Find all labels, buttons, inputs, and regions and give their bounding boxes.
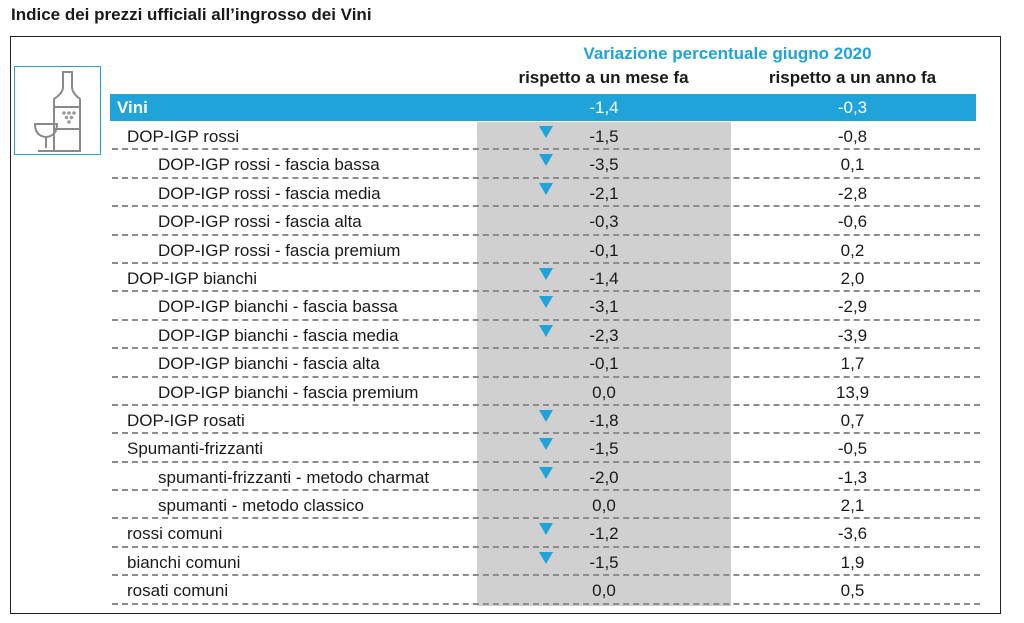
table-row: [0, 349, 1024, 377]
row-year-value: -0,6: [837, 212, 868, 232]
table-row: [0, 548, 1024, 576]
row-month-value: -1,8: [589, 410, 619, 430]
row-year-value: -3,9: [837, 325, 868, 345]
row-label: DOP-IGP rosati: [127, 410, 245, 430]
table-row: [0, 491, 1024, 519]
row-year-value: -0,8: [837, 127, 868, 146]
row-label: bianchi comuni: [127, 552, 241, 572]
row-label: DOP-IGP bianchi - fascia media: [158, 325, 399, 345]
row-label: spumanti-frizzanti - metodo charmat: [158, 467, 430, 487]
row-year-value: 1,9: [840, 552, 865, 572]
table-row: [0, 519, 1024, 547]
row-label: DOP-IGP rossi - fascia bassa: [158, 155, 380, 175]
table-row: [0, 434, 1024, 462]
row-month-value: -2,3: [589, 325, 619, 345]
table-row: [0, 264, 1024, 292]
row-year-value: -2,8: [837, 183, 868, 203]
table-row: [0, 406, 1024, 434]
row-month-value: -1,4: [589, 268, 619, 288]
table-row: [0, 463, 1024, 491]
row-label: DOP-IGP bianchi - fascia premium: [158, 382, 419, 402]
row-month-value: 0,0: [592, 382, 616, 402]
row-month-value: -1,2: [589, 524, 619, 544]
row-label: DOP-IGP bianchi - fascia alta: [158, 354, 380, 374]
row-month-value: -3,5: [589, 155, 619, 175]
table-row: [0, 576, 1024, 604]
row-month-value: -1,5: [589, 439, 619, 459]
table-body: [0, 122, 1024, 605]
document-title: Indice dei prezzi ufficiali all’ingrosso dei Vini: [11, 5, 372, 24]
row-year-value: -3,6: [837, 524, 868, 544]
row-label: DOP-IGP bianchi: [127, 268, 258, 288]
row-label: DOP-IGP rossi: [127, 127, 240, 146]
table-row: [0, 378, 1024, 406]
table-row: [0, 321, 1024, 349]
total-label: Vini: [117, 98, 148, 117]
row-month-value: -2,1: [589, 183, 619, 203]
row-month-value: -0,3: [589, 212, 619, 232]
row-year-value: 0,5: [840, 581, 865, 601]
row-month-value: -1,5: [589, 552, 619, 572]
table-row: [0, 122, 1024, 150]
column-header-month: rispetto a un mese fa: [518, 68, 689, 87]
table-row: [0, 179, 1024, 207]
row-month-value: -1,5: [589, 127, 619, 146]
table-row: [0, 292, 1024, 320]
row-separator: [112, 603, 980, 605]
row-label: spumanti - metodo classico: [158, 496, 364, 516]
row-month-value: -0,1: [589, 240, 619, 260]
row-year-value: 13,9: [835, 382, 870, 402]
row-year-value: 0,1: [840, 155, 865, 175]
row-year-value: -1,3: [837, 467, 868, 487]
row-month-value: -2,0: [589, 467, 619, 487]
row-label: rossi comuni: [127, 524, 223, 544]
row-month-value: 0,0: [592, 581, 616, 601]
row-month-value: -3,1: [589, 297, 619, 317]
row-label: DOP-IGP bianchi - fascia bassa: [158, 297, 398, 317]
row-month-value: -0,1: [589, 354, 619, 374]
row-year-value: 2,1: [840, 496, 865, 516]
row-label: Spumanti-frizzanti: [127, 439, 264, 459]
row-year-value: 0,7: [840, 410, 865, 430]
row-label: rosati comuni: [127, 581, 229, 601]
total-year-value: -0,3: [837, 98, 868, 117]
variation-header: Variazione percentuale giugno 2020: [583, 44, 872, 63]
row-label: DOP-IGP rossi - fascia alta: [158, 212, 362, 232]
row-month-value: 0,0: [592, 496, 616, 516]
row-year-value: 1,7: [840, 354, 865, 374]
table-row: [0, 207, 1024, 235]
total-row: [110, 94, 976, 121]
row-year-value: 2,0: [840, 268, 865, 288]
row-year-value: -0,5: [837, 439, 868, 459]
row-year-value: 0,2: [840, 240, 865, 260]
row-label: DOP-IGP rossi - fascia premium: [158, 240, 401, 260]
total-month-value: -1,4: [589, 98, 619, 117]
row-label: DOP-IGP rossi - fascia media: [158, 183, 381, 203]
row-year-value: -2,9: [837, 297, 868, 317]
column-header-year: rispetto a un anno fa: [768, 68, 937, 87]
table-row: [0, 236, 1024, 264]
table-row: [0, 150, 1024, 178]
